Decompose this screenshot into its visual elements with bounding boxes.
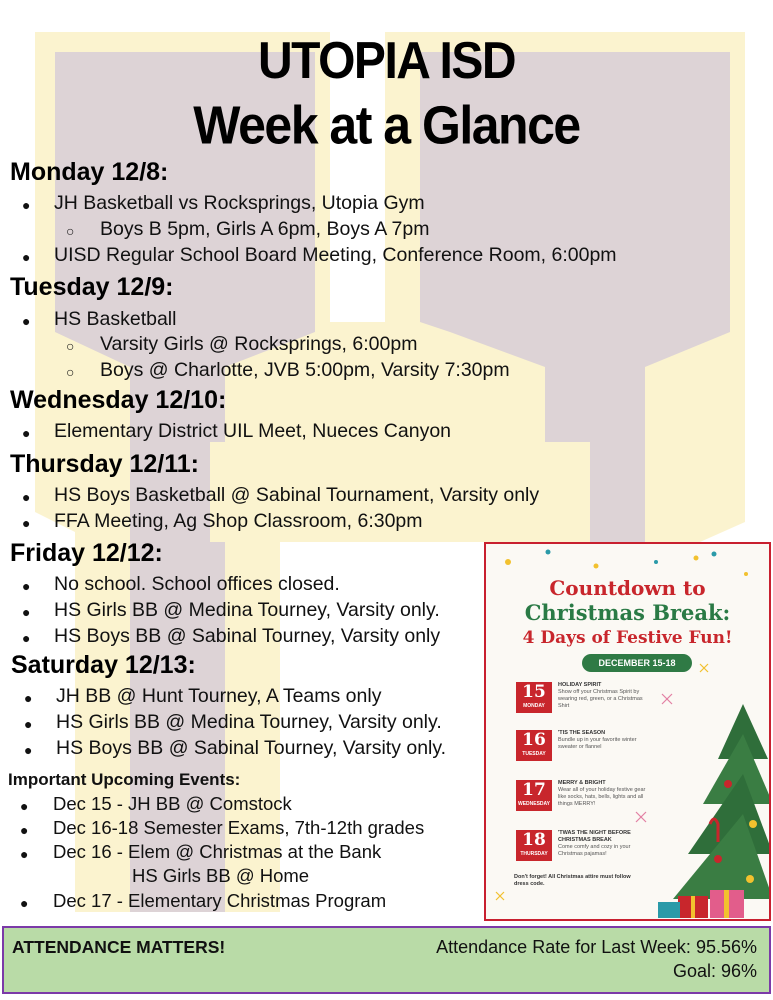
- bullet: ●: [24, 690, 33, 706]
- flyer-day-weekday: TUESDAY: [522, 751, 546, 757]
- flyer-day-weekday: MONDAY: [523, 703, 545, 709]
- flyer-day-badge: [516, 730, 552, 761]
- flyer-day-event: [558, 830, 648, 858]
- day-heading-tuesday: Tuesday 12/9:: [10, 273, 174, 301]
- bullet: ●: [22, 249, 31, 265]
- flyer-event-name: HOLIDAY SPIRIT: [558, 682, 602, 688]
- attendance-banner: [2, 926, 771, 994]
- day-heading-wednesday: Wednesday 12/10:: [10, 386, 227, 414]
- event-item: HS Girls BB @ Medina Tourney, Varsity only.: [56, 711, 442, 733]
- page-title: UTOPIA ISD: [257, 32, 516, 91]
- event-item: HS Boys Basketball @ Sabinal Tournament, Varsity only: [54, 484, 540, 506]
- flyer-event-name: MERRY & BRIGHT: [558, 780, 606, 786]
- bullet: ●: [22, 425, 31, 441]
- flyer-day-event: [558, 682, 648, 710]
- upcoming-event: Dec 15 - JH BB @ Comstock: [53, 793, 292, 814]
- bullet: ●: [22, 489, 31, 505]
- sub-bullet: ○: [66, 223, 75, 239]
- event-item: No school. School offices closed.: [54, 573, 340, 595]
- upcoming-event: Dec 17 - Elementary Christmas Program: [53, 890, 387, 911]
- important-events-heading: Important Upcoming Events:: [8, 770, 241, 789]
- event-item: HS Boys BB @ Sabinal Tourney, Varsity only: [54, 625, 441, 647]
- event-item: UISD Regular School Board Meeting, Conference Room, 6:00pm: [54, 244, 617, 266]
- flyer-event-desc: Show off your Christmas Spirit by wearing red, green, or a Christmas Shirt: [558, 689, 643, 709]
- flyer-dress-code-note: Don't forget! All Christmas attire must follow dress code.: [514, 874, 631, 887]
- upcoming-event: Dec 16-18 Semester Exams, 7th-12th grades: [53, 817, 425, 838]
- flyer-day-event: [558, 730, 648, 751]
- flyer-event-name: 'TWAS THE NIGHT BEFORE CHRISTMAS BREAK: [558, 830, 631, 843]
- flyer-day-badge: [516, 682, 552, 713]
- day-heading-thursday: Thursday 12/11:: [10, 450, 199, 478]
- bullet: ●: [24, 742, 33, 758]
- bullet: ●: [22, 630, 31, 646]
- flyer-event-name: 'TIS THE SEASON: [558, 730, 606, 736]
- flyer-subtitle: 4 Days of Festive Fun!: [522, 628, 733, 648]
- flyer-day-badge: [516, 780, 552, 811]
- flyer-event-desc: Come comfy and cozy in your Christmas pajamas!: [558, 844, 631, 857]
- flyer-title-2: Christmas Break:: [524, 600, 731, 625]
- bullet: ●: [22, 313, 31, 329]
- bullet: ●: [22, 604, 31, 620]
- event-subitem: Boys B 5pm, Girls A 6pm, Boys A 7pm: [100, 218, 430, 240]
- page-subtitle: Week at a Glance: [193, 94, 580, 156]
- event-item: HS Girls BB @ Medina Tourney, Varsity only.: [54, 599, 440, 621]
- upcoming-event-continued: HS Girls BB @ Home: [132, 865, 310, 886]
- event-item: HS Boys BB @ Sabinal Tourney, Varsity only.: [56, 737, 447, 759]
- flyer-day-number: 18: [522, 830, 546, 850]
- christmas-countdown-flyer: [484, 542, 771, 921]
- bullet: ●: [20, 846, 29, 862]
- event-subitem: Boys @ Charlotte, JVB 5:00pm, Varsity 7:30pm: [100, 359, 510, 381]
- event-item: HS Basketball: [54, 308, 177, 330]
- event-item: JH Basketball vs Rocksprings, Utopia Gym: [54, 192, 425, 214]
- bullet: ●: [20, 822, 29, 838]
- flyer-day-number: 17: [522, 780, 546, 800]
- flyer-day-weekday: WEDNESDAY: [517, 801, 551, 807]
- bullet: ●: [24, 716, 33, 732]
- flyer-day-number: 16: [522, 730, 546, 750]
- flyer-day-badge: [516, 830, 552, 861]
- flyer-day-weekday: THURSDAY: [520, 851, 548, 857]
- sub-bullet: ○: [66, 364, 75, 380]
- event-item: Elementary District UIL Meet, Nueces Canyon: [54, 420, 452, 442]
- flyer-day-number: 15: [522, 682, 546, 702]
- bullet: ●: [20, 798, 29, 814]
- attendance-rate: Attendance Rate for Last Week: 95.56%: [436, 937, 757, 957]
- attendance-goal: Goal: 96%: [672, 961, 757, 981]
- attendance-heading: ATTENDANCE MATTERS!: [12, 937, 226, 957]
- bullet: ●: [22, 515, 31, 531]
- upcoming-event: Dec 16 - Elem @ Christmas at the Bank: [53, 841, 382, 862]
- bullet: ●: [22, 578, 31, 594]
- flyer-event-desc: Wear all of your holiday festive gear like socks, hats, bells, lights and all things MERRY!: [558, 787, 646, 807]
- bullet: ●: [22, 197, 31, 213]
- christmas-tree-illustration: [658, 664, 771, 919]
- day-heading-monday: Monday 12/8:: [10, 158, 169, 186]
- event-subitem: Varsity Girls @ Rocksprings, 6:00pm: [100, 333, 418, 355]
- event-item: FFA Meeting, Ag Shop Classroom, 6:30pm: [54, 510, 423, 532]
- bullet: ●: [20, 895, 29, 911]
- event-item: JH BB @ Hunt Tourney, A Teams only: [56, 685, 382, 707]
- day-heading-friday: Friday 12/12:: [10, 539, 163, 567]
- flyer-event-desc: Bundle up in your favorite winter sweater or flannel: [558, 737, 637, 750]
- day-heading-saturday: Saturday 12/13:: [11, 651, 196, 679]
- flyer-dates-badge: DECEMBER 15-18: [582, 654, 692, 672]
- flyer-day-event: [558, 780, 648, 808]
- flyer-title: Countdown to: [549, 576, 706, 600]
- sub-bullet: ○: [66, 338, 75, 354]
